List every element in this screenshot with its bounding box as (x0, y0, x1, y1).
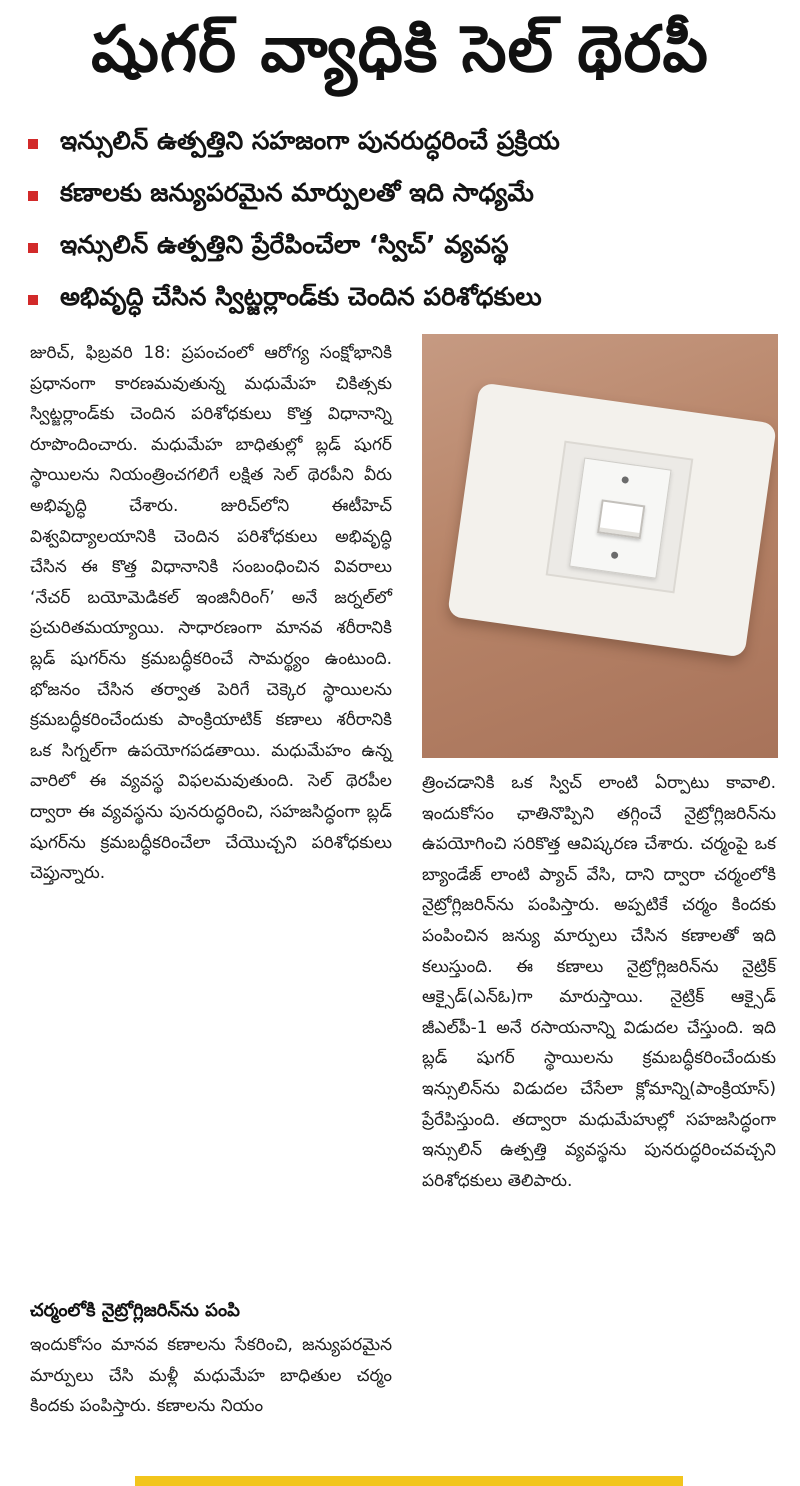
bullet-text: ఇన్సులిన్ ఉత్పత్తిని ప్రేరేపించేలా ‘స్విచ్’ వ్యవస్థ (60, 230, 509, 259)
bullet-square-icon (28, 243, 38, 253)
bullet-item (28, 170, 788, 222)
bullet-text: కణాలకు జన్యుపరమైన మార్పులతో ఇది సాధ్యమే (60, 178, 534, 207)
article-column-right (422, 768, 776, 1196)
screw-icon (611, 551, 619, 559)
article-column-left-continued (30, 1330, 392, 1422)
article-subheading: చర్మంలోకి నైట్రోగ్లిజరిన్‌ను పంపి (30, 1300, 240, 1321)
bullet-item (28, 222, 788, 274)
bullet-list (28, 118, 788, 326)
article-paragraph: త్రించడానికి ఒక స్విచ్ లాంటి ఏర్పాటు కావాలి. ఇందుకోసం ఛాతినొప్పిని తగ్గించే నైట్రోగ్లిజరిన్‌ను ఉపయోగించి సరికొత్త ఆవిష్కరణ చేశారు. చర్మంపై ఒక బ్యాండేజ్ లాంటి ప్యాచ్ వేసి, దాని ద్వారా చర్మంలోకి నైట్రోగ్లిజరిన్‌ను పంపిస్తారు. అప్పటికే చర్మం కిందకు పంపించిన జన్యు మార్పులు చేసిన కణాలతో ఇది కలుస్తుంది. ఈ కణాలు నైట్రోగ్లిజరిన్‌ను నైట్రిక్ ఆక్సైడ్(ఎన్ఓ)గా మారుస్తాయి. నైట్రిక్ ఆక్సైడ్ జీఎల్‌పీ-1 అనే రసాయనాన్ని విడుదల చేస్తుంది. ఇది బ్లడ్ షుగర్ స్థాయిలను క్రమబద్ధీకరించేందుకు ఇన్సులిన్‌ను విడుదల చేసేలా క్లోమాన్ని(పాంక్రియాస్) ప్రేరేపిస్తుంది. తద్వారా మధుమేహుల్లో సహజసిద్ధంగా ఇన్సులిన్ ఉత్పత్తి వ్యవస్థను పునరుద్ధరించవచ్చని పరిశోధకులు తెలిపారు. (422, 773, 776, 1191)
switch-plate (569, 458, 671, 579)
bandage-switch-photo (422, 334, 778, 758)
footer-divider-bar (135, 1476, 683, 1486)
switch-toggle-icon (597, 499, 645, 539)
bullet-text: ఇన్సులిన్ ఉత్పత్తిని సహజంగా పునరుద్ధరించే ప్రక్రియ (60, 126, 560, 155)
bullet-item (28, 274, 788, 326)
bullet-square-icon (28, 191, 38, 201)
bandage-patch (447, 382, 777, 657)
screw-icon (621, 476, 629, 484)
article-column-left (30, 338, 392, 889)
article-paragraph: ఇందుకోసం మానవ కణాలను సేకరించి, జన్యుపరమైన మార్పులు చేసి మళ్లీ మధుమేహ బాధితుల చర్మం కిందకు పంపిస్తారు. కణాలను నియం (30, 1335, 392, 1417)
bullet-square-icon (28, 295, 38, 305)
bullet-item (28, 118, 788, 170)
headline: షుగర్ వ్యాధికి సెల్ థెరపీ (91, 13, 709, 87)
article-paragraph: జురిచ్, ఫిబ్రవరి 18: ప్రపంచంలో ఆరోగ్య సంక్షోభానికి ప్రధానంగా కారణమవుతున్న మధుమేహ చికిత్సకు స్విట్జర్లాండ్‌కు చెందిన పరిశోధకులు కొత్త విధానాన్ని రూపొందించారు. మధుమేహ బాధితుల్లో బ్లడ్ షుగర్ స్థాయిలను నియంత్రించగలిగే లక్షిత సెల్ థెరపీని వీరు అభివృద్ధి చేశారు. జురిచ్‌లోని ఈటీహెచ్ విశ్వవిద్యాలయానికి చెందిన పరిశోధకులు అభివృద్ధి చేసిన ఈ కొత్త విధానానికి సంబంధించిన వివరాలు ‘నేచర్ బయోమెడికల్ ఇంజినీరింగ్’ అనే జర్నల్‌లో ప్రచురితమయ్యాయి. సాధారణంగా మానవ శరీరానికి బ్లడ్ షుగర్‌ను క్రమబద్ధీకరించే సామర్థ్యం ఉంటుంది. భోజనం చేసిన తర్వాత పెరిగే చెక్కెర స్థాయిలను క్రమబద్ధీకరించేందుకు పాంక్రియాటిక్ కణాలు శరీరానికి ఒక సిగ్నల్‌గా ఉపయోగపడతాయి. మధుమేహం ఉన్న వారిలో ఈ వ్యవస్థ విఫలమవుతుంది. సెల్ థెరపీల ద్వారా ఈ వ్యవస్థను పునరుద్ధరించి, సహజసిద్ధంగా బ్లడ్ షుగర్‌ను క్రమబద్ధీకరించేలా చేయొచ్చని పరిశోధకులు చెప్తున్నారు. (30, 343, 392, 884)
bandage-pad (546, 441, 694, 594)
bullet-square-icon (28, 139, 38, 149)
bullet-text: అభివృద్ధి చేసిన స్విట్జర్లాండ్‌కు చెందిన పరిశోధకులు (60, 282, 542, 311)
